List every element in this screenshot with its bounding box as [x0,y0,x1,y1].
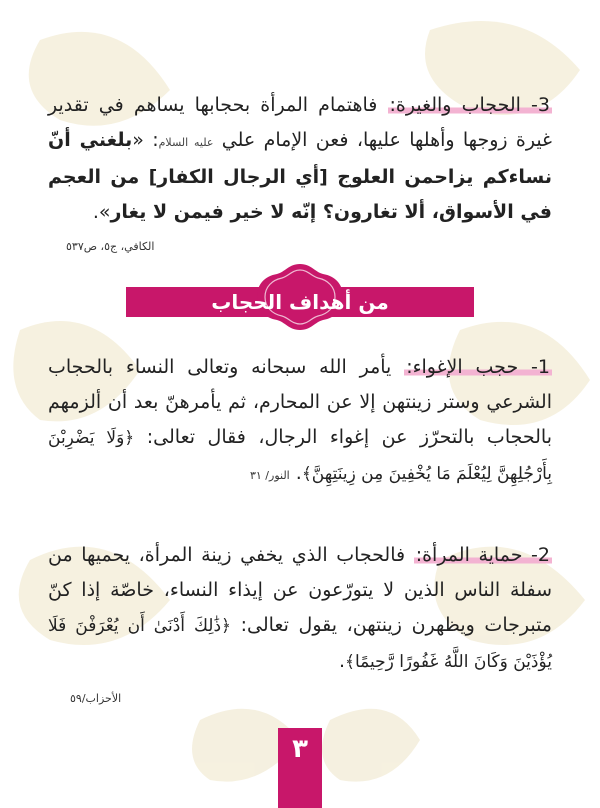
section-3-text: فاهتمام المرأة بحجابها يساهم في تقدير غيرة زوجها وأهلها عليها، فعن الإمام علي [48,94,552,151]
section-2-verse: ﴿ذَٰلِكَ أَدْنَىٰ أَن يُعْرَفْنَ فَلَا يُؤْذَيْنَ وَكَانَ اللَّهُ غَفُورًا رَّحِيمًا﴾ [48,616,552,672]
section-title-container [126,287,474,317]
section-3-paragraph [48,88,552,230]
page-number-tab [278,728,322,808]
hadith-quote: بلغني أنّ نساءكم يزاحمن العلوج [أي الرجال الكفار] من العجم في الأسواق، ألا تغارون؟ إنّه لا خير فيمن لا يغار [48,129,552,223]
section-3-heading: 3- الحجاب والغيرة: [389,94,550,116]
section-2-verse-reference: الأحزاب/٥٩ [70,692,122,705]
page-number: ٣ [292,734,308,764]
section-2-text: فالحجاب الذي يخفي زينة المرأة، يحميها من سفلة الناس الذين لا يتورّعون عن إيذاء النساء، خاصّة إذا كنّ متبرجات ويظهرن زينتهن، يقول تعالى: [48,544,552,636]
section-1-heading: 1- حجب الإغواء: [406,356,550,378]
section-1-paragraph [48,350,552,493]
section-2-stop: . [338,650,345,672]
hadith-source: الكافي، ج٥، ص٥٣٧ [66,240,155,253]
honorific-text: عليه السلام [158,136,214,149]
quote-close: ». [92,201,111,223]
section-1-verse: ﴿وَلَا يَضْرِبْنَ بِأَرْجُلِهِنَّ لِيُعْلَمَ مَا يُخْفِينَ مِن زِينَتِهِنَّ﴾ [48,428,552,484]
section-2-paragraph [48,538,552,680]
section-2-heading: 2- حماية المرأة: [415,544,550,566]
section-title: من أهداف الحجاب [211,290,389,314]
quote-open: : « [132,129,159,151]
section-1-verse-reference: النور/ ٣١ [249,469,290,482]
section-1-text: يأمر الله سبحانه وتعالى النساء بالحجاب الشرعي وستر زينتهن إلا عن المحارم، ثم يأمرهنّ بعد أن ألزمهم بالحجاب بالتحرّز عن إغواء الرجال، فقال تعالى: [48,356,553,448]
section-1-stop: . [289,462,302,484]
